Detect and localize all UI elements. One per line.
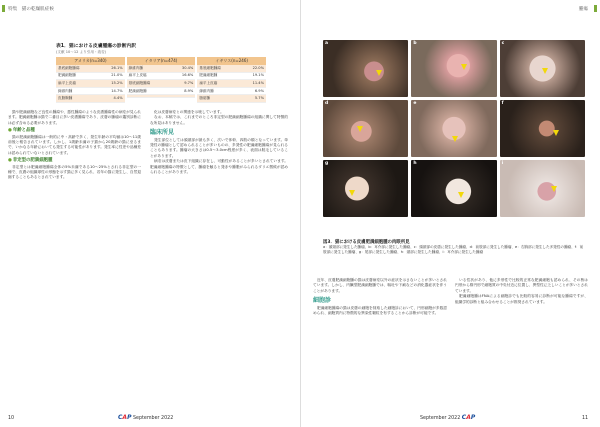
clinical-photo (411, 160, 496, 217)
clinical-photo (500, 100, 585, 157)
header-marker (594, 5, 597, 12)
table-cell-name: 脂肪腫 (199, 96, 211, 101)
table-cell-value: 21.0% (111, 73, 123, 78)
photo-label: b (413, 41, 417, 46)
cap-logo: CAP (461, 414, 476, 421)
table-cell-value: 26.1% (111, 65, 123, 70)
clinical-photo (411, 100, 496, 157)
table-cell-value: 6.9% (254, 88, 265, 93)
photo-label: d (325, 101, 329, 106)
table-row (197, 65, 266, 73)
paragraph: なお、本稿では、これまでのところ非定型の肥満細胞腫瘍の組織に関して特徴的な所見はありません。 (150, 115, 288, 125)
page-number-right: 11 (582, 416, 589, 421)
table-row (127, 65, 196, 73)
arrowhead-marker-icon (551, 186, 557, 192)
clinical-photo (500, 40, 585, 97)
table-body (56, 57, 266, 103)
table-cell-name: 基底細胞腫瘍 (58, 65, 80, 70)
table-cell-value: 9.7% (184, 80, 194, 85)
table-cell-value: 15.2% (111, 80, 123, 85)
table-cell-name: 線維肉腫 (199, 88, 214, 93)
section-heading-cytology: 細胞診 (313, 297, 332, 305)
table-cell-value: 16.6% (181, 73, 194, 78)
table-row (127, 73, 196, 81)
right-column-1 (313, 278, 447, 316)
table-row (197, 88, 266, 96)
section-heading-clinical: 臨床所見 (150, 129, 175, 137)
arrowhead-marker-icon (357, 126, 363, 132)
table-row (197, 80, 266, 88)
cap-logo: CAP (118, 414, 132, 421)
table-cell-value: 8.9% (184, 88, 194, 93)
clinical-photo (323, 100, 408, 157)
paragraph: 発生部位としては頭頸部が最も多く、次いで体幹、四肢の順となっています。単発性の腫瘤として認められることが多いものの、多発性の肥満細胞腫瘍が見られることもあります。腫瘤の大きさは0.5〜3.0cm程度が多く、表面は脱毛していることがあります。 (150, 137, 288, 158)
table-cell-value: 14.7% (111, 88, 123, 93)
table-cell-name: 基底細胞腫瘍 (199, 65, 221, 70)
arrowhead-marker-icon (349, 190, 355, 196)
table-1 (56, 42, 266, 103)
table-row (197, 95, 266, 103)
table-header: アメリカ(n=340) (56, 57, 125, 65)
left-column-2 (150, 110, 288, 175)
table-cell-value: 11.4% (252, 80, 265, 85)
paragraph: 肥満細胞腫瘍の猫は皮膚の細胞を採取した細胞診において、円形細胞が多数認められ、細胞質内に特徴的な異染性顆粒を有することから診断が可能です。 (313, 305, 447, 316)
section-heading-age: ●年齢と品種 (8, 128, 35, 134)
section-heading-atypical: ●非定型の肥満細胞腫 (8, 158, 53, 164)
photo-label: f (501, 101, 504, 106)
table-subcaption: (文献 10〜12 より引用・改変) (56, 50, 107, 54)
clinical-photo (323, 160, 408, 217)
table-cell-name: 扁平上皮癌 (58, 80, 76, 85)
table-row (127, 88, 196, 96)
footer-left: CAP September 2022 (118, 414, 174, 421)
clinical-photo (500, 160, 585, 217)
arrowhead-marker-icon (461, 64, 467, 70)
table-row (197, 73, 266, 81)
table-column (56, 57, 125, 103)
table-cell-name: 扁平上皮癌 (199, 80, 218, 85)
table-cell-value: 30.4% (181, 65, 194, 70)
table-row (56, 88, 125, 96)
photo-label: g (325, 161, 329, 166)
table-row (56, 65, 125, 73)
running-header: 腫瘍 (578, 7, 588, 12)
clinical-photo (323, 40, 408, 97)
paragraph: 肥満細胞腫はFNAによる細胞診でも比較的容易に診断が可能な腫瘍ですが、組織学的診断と組み合わせることが推奨されています。 (455, 294, 588, 304)
footer-right: September 2022 CAP (420, 414, 476, 421)
table-cell-name: 基底細胞腫瘍 (128, 80, 151, 85)
arrowhead-marker-icon (542, 68, 548, 74)
table-cell-value: 22.0% (252, 65, 265, 70)
arrowhead-marker-icon (376, 70, 382, 76)
table-row (56, 80, 125, 88)
right-column-2 (455, 278, 588, 305)
photo-label: e (413, 101, 417, 106)
table-cell-value: 4.4% (113, 96, 123, 101)
photo-label: c (501, 41, 505, 46)
table-header: イタリア(n=474) (127, 57, 196, 65)
table-cell-name: 肥満細胞腫 (58, 73, 76, 78)
atypical-paragraph: 非定型とは肥満細胞腫瘍全体の5%未満である10〜25%とされる非定型の一種で、皮膚の組織球性の形態を示す猫に多く見られ、若年の猫に発生し、自然退縮することもあるとされています。 (8, 164, 141, 180)
table-row (127, 95, 196, 98)
table-header: イギリス(n=246) (197, 57, 266, 65)
photo-label: h (413, 161, 417, 166)
figure-title: 図3．猫における皮膚肥満細胞腫の肉眼所見 (323, 240, 410, 245)
left-column-1 (8, 110, 141, 181)
photo-label: i (501, 161, 504, 166)
intro-paragraph: 猫や肥満細胞など良性の腫瘍や、悪性腫瘍のような皮膚腫瘍性の病変が見られます。肥満細胞腫は猫で二番目に多い皮膚腫瘍であり、皮膚の腫瘤の鑑別診断には必ず含める必要があります。 (8, 110, 141, 125)
photo-label: a (325, 41, 329, 46)
table-column (197, 57, 266, 103)
table-cell-name: 線維肉腫 (128, 65, 144, 70)
arrowhead-marker-icon (452, 136, 458, 142)
table-cell-name: 肥満細胞腫 (199, 73, 218, 78)
arrowhead-marker-icon (553, 130, 559, 136)
figure-legend: a：頭頸部に発生した腫瘤、b：耳介部に発生した腫瘤、c：頭頸部の皮膚に発生した腫瘤、d：前肢部に発生した腫瘤、e：右胸部に発生した多発性の腫瘤、f：前肢部に発生した腫瘤、g：尾部に発生した腫瘤、h：頸部に発生した腫瘤、i：耳介部に発生した腫瘤 (323, 245, 584, 254)
age-paragraph: 猫の肥満細胞腫瘍は一般的に中・高齢で多く、発生年齢の平均値は10〜11歳前後と報告されています。しかし、1歳齢未満の子猫から20歳齢の猫に至るまで、いかなる年齢においても発生する可能性があります。発生率に性差や品種差は認められていないとされています。 (8, 134, 141, 155)
running-header: 特集 猫の乾燥肌症候 (8, 7, 54, 12)
paragraph: いる性状があり、他に多形性で比較的正常な肥満細胞も認められ、その核は円形から楕円形で細胞質の中央付近に位置し、異型性に乏しいことが多いとされています。 (455, 278, 588, 293)
table-row (127, 80, 196, 88)
figure-caption (323, 240, 585, 255)
header-marker (2, 5, 5, 12)
table-row (56, 95, 125, 103)
page-number-left: 10 (8, 416, 15, 421)
clinical-photo (411, 40, 496, 97)
photo-grid (323, 40, 585, 217)
table-cell-name: 肥満細胞腫 (128, 88, 147, 93)
table-row (56, 73, 125, 81)
table-cell-value: 19.1% (252, 73, 265, 78)
table-cell-name: 線維肉腫 (58, 88, 73, 93)
table-cell-name: 皮脂腺腫 (58, 96, 73, 101)
table-caption: 表1．猫における皮膚腫瘍の診断内訳 (56, 44, 137, 49)
paragraph: 近年、皮膚肥満細胞腫の猫は皮膚病変以外の症状を示さないことが多いとされています。しかし、内臓型肥満細胞腫では、嘔吐や下痢などの消化器症状を伴うことがあります。 (313, 278, 447, 293)
table-column (127, 57, 196, 103)
paragraph: 化は皮膚病変との関連を示唆しています。 (154, 110, 224, 114)
arrowhead-marker-icon (458, 192, 464, 198)
table-cell-value: 5.7% (254, 96, 265, 101)
table-cell-name: 扁平上皮癌 (128, 73, 147, 78)
paragraph: 病変は皮膚または皮下組織に存在し、可動性があることが多いとされています。肥満細胞腫瘍の特徴として、腫瘤を触ると発赤や腫脹がみられるダリエ徴候が認められることがあります。 (150, 159, 288, 175)
